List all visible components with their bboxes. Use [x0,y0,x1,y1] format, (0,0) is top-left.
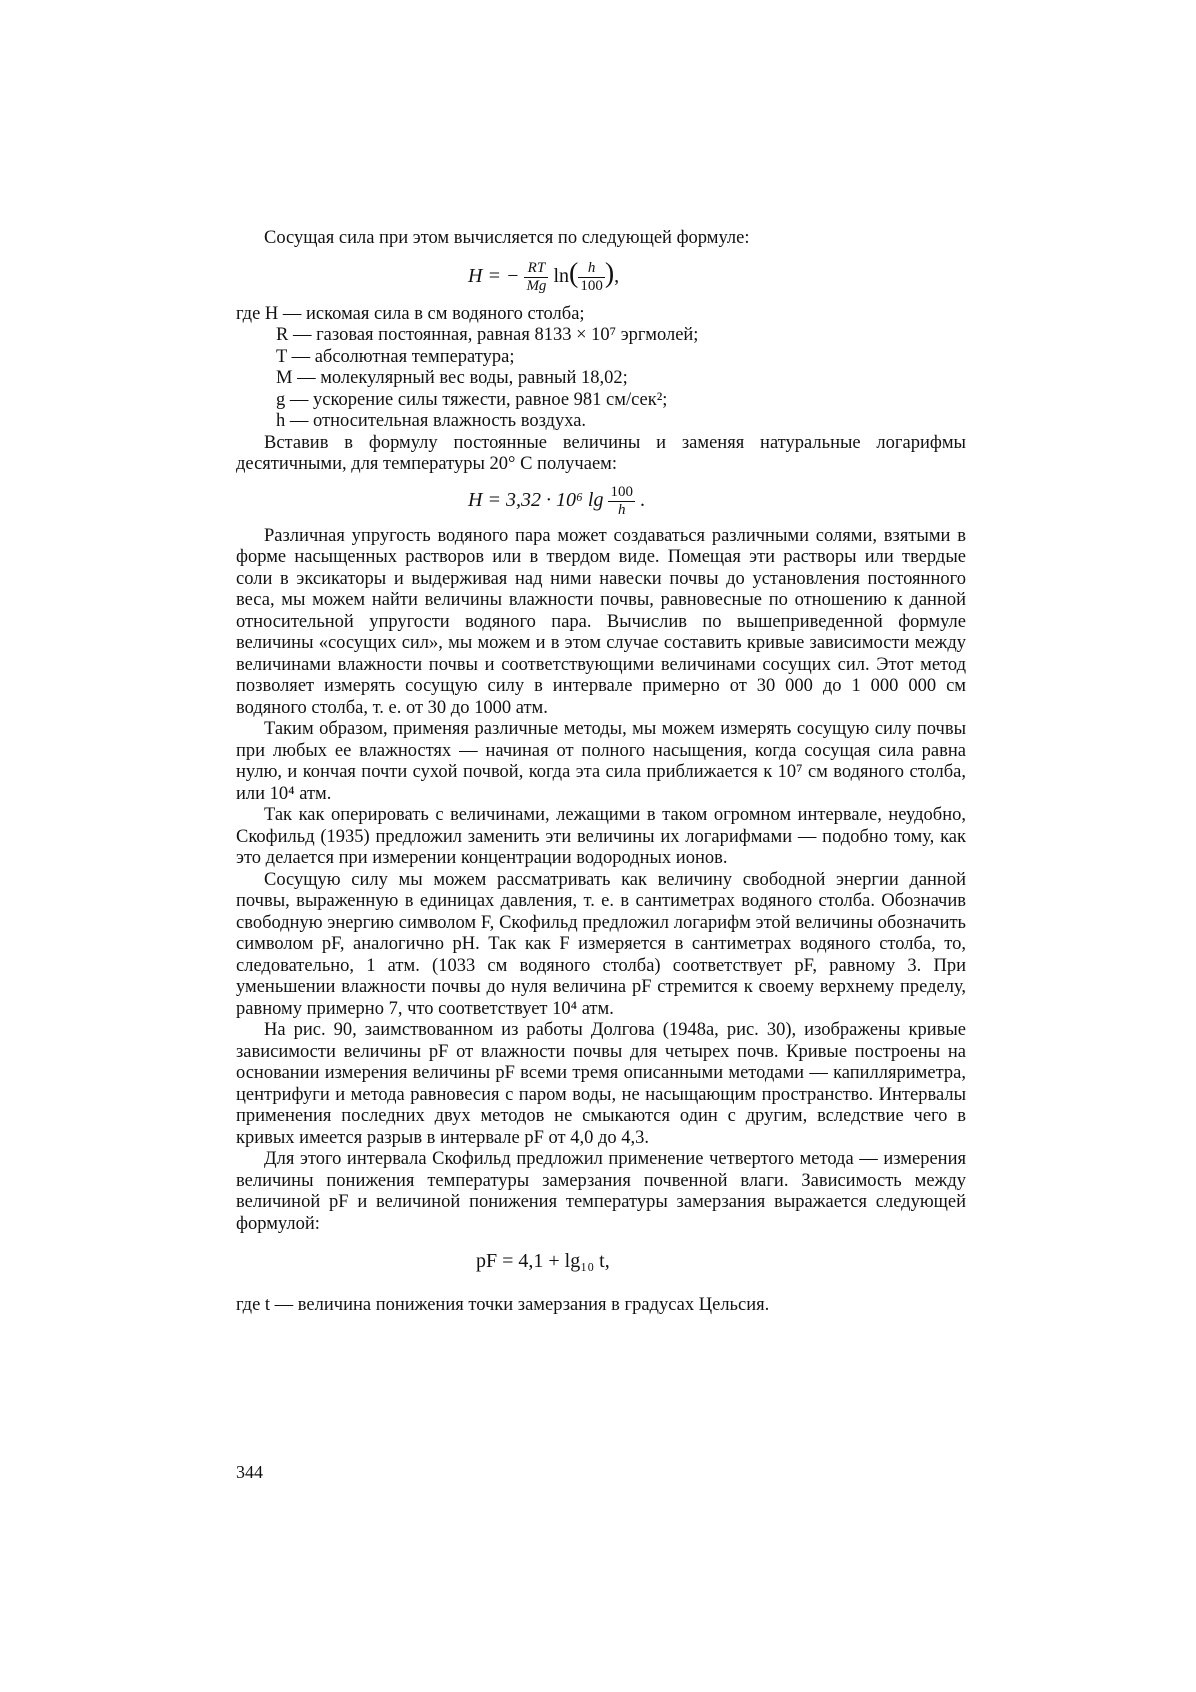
formula-suction-force: H = − $\frac{RT}{Mg}$ ln( $\frac{h}{100}$ ), [468,257,620,294]
formula1-ln: ln [553,264,569,287]
text-column [236,228,966,1317]
definition-M: M — молекулярный вес воды, равный 18,02; [276,368,628,388]
final-definition: где t — величина понижения точки замерзания в градусах Цельсия. [236,1295,770,1315]
paragraph-figure-90: На рис. 90, заимствованном из работы Долгова (1948а, рис. 30), изображены кривые зависимости величины pF от влажности почвы для четырех почв. Кривые построены на основании измерения величины pF всеми тремя описанными методами — капилляриметра, центрифуги и метода равновесия с паром воды, не насыщающим пространство. Интервалы применения последних двух методов не смыкаются один с другим, вследствие чего в кривых имеется разрыв в интервале pF от 4,0 до 4,3. [236,1020,966,1148]
paragraph-schofield: Так как оперировать с величинами, лежащими в таком огромном интервале, неудобно, Скофильд (1935) предложил заменить эти величины их логарифмами — подобно тому, как это делается при измерении концентрации водородных ионов. [236,805,966,868]
definitions-list [236,304,966,433]
formula1-fraction: $\frac{RT}{Mg}$ [526,259,547,294]
paragraph-freezing: Для этого интервала Скофильд предложил применение четвертого метода — измерения величины понижения температуры замерзания почвенной влаги. Зависимость между величиной pF и величиной понижения температуры замерзания выражается следующей формулой: [236,1149,966,1234]
definition-H: где H — искомая сила в см водяного столба; [236,303,585,324]
definition-T: T — абсолютная температура; [276,346,515,367]
formula1-inner-fraction: $\frac{h}{100}$ [580,259,603,294]
definition-g: g — ускорение силы тяжести, равное 981 см/сек²; [276,389,668,410]
paragraph-methods: Таким образом, применяя различные методы, мы можем измерять сосущую силу почвы при любых ее влажностях — начиная от полного насыщения, когда сосущая сила равна нулю, и кончая почти сухой почвой, когда эта сила приближается к 10⁷ см водяного столба, или 10⁴ атм. [236,719,966,804]
intro-paragraph: Сосущая сила при этом вычисляется по следующей формуле: [264,228,750,248]
definition-h: h — относительная влажность воздуха. [276,411,587,431]
paragraph-insert-constants: Вставив в формулу постоянные величины и заменяя натуральные логарифмы десятичными, для температуры 20° С получаем: [236,432,966,474]
formula1-lhs: H = − [468,264,520,287]
formula2-lhs: H = 3,32 · 10⁶ lg [468,488,604,511]
paragraph-salts: Различная упругость водяного пара может создаваться различными солями, взятыми в форме насыщенных растворов или в твердом виде. Помещая эти растворы или твердые соли в эксикаторы и выдерживая над ними навески почвы до установления постоянного веса, мы можем найти величины влажности почвы, равновесные по отношению к данной относительной упругости водяного пара. Вычислив по вышеприведенной формуле величины «сосущих сил», мы можем и в этом случае составить кривые зависимости между величинами влажности почвы и соответствующими величинами сосущих сил. Этот метод позволяет измерять сосущую силу в интервале примерно от 30 000 до 1 000 000 см водяного столба, т. е. от 30 до 1000 атм. [236,525,966,718]
paragraph-free-energy: Сосущую силу мы можем рассматривать как величину свободной энергии данной почвы, выраженную в единицах давления, т. е. в сантиметрах водяного столба. Обозначив свободную энергию символом F, Скофильд предложил логарифм этой величины обозначить символом pF, аналогично pH. Так как F измеряется в сантиметрах водяного столба, то, следовательно, 1 атм. (1033 см водяного столба) соответствует pF, равному 3. При уменьшении влажности почвы до нуля величина pF стремится к своему верхнему пределу, равному примерно 7, что соответствует 10⁴ атм. [236,869,966,1019]
definition-R: R — газовая постоянная, равная 8133 × 10⁷ эргмолей; [276,325,699,345]
formula-decimal-log: H = 3,32 · 10⁶ lg $\frac{100}{h}$ . [468,483,645,518]
formula-pf: pF = 4,1 + lg₁₀ t, [476,1250,610,1272]
formula2-fraction: $\frac{100}{h}$ [610,483,633,518]
page-number: 344 [236,1462,263,1482]
